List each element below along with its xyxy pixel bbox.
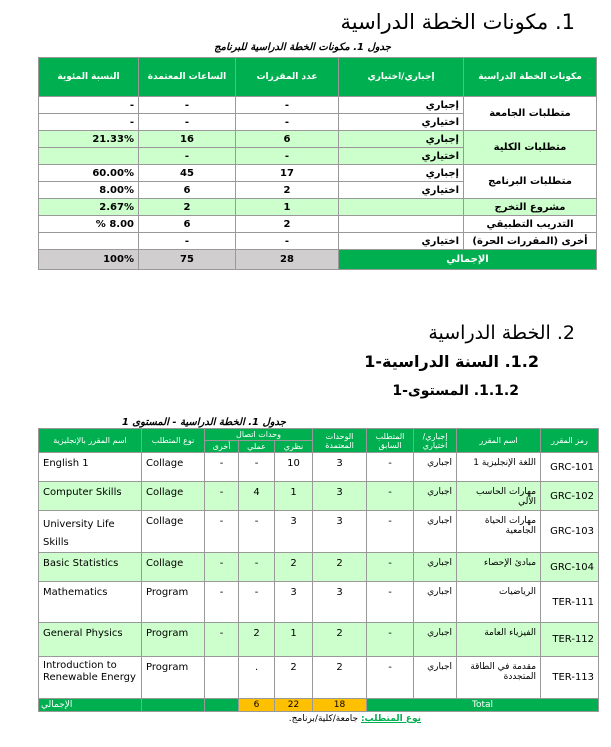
header-lab: عملي: [239, 441, 275, 453]
table2-total-row: [39, 699, 599, 712]
course-theory: 3: [275, 511, 313, 553]
course-name-en: Computer Skills: [39, 482, 142, 511]
footnote-text: جامعة/كلية/برنامج.: [288, 714, 361, 724]
type-cell: إجباري: [339, 97, 464, 114]
hours-cell: 6: [139, 216, 236, 233]
course-prereq: -: [367, 582, 414, 623]
type-cell: اختياري: [339, 148, 464, 165]
course-name-en: Mathematics: [39, 582, 142, 623]
course-code: TER-112: [541, 623, 599, 657]
course-other: [205, 657, 239, 699]
course-req: اجباري: [414, 623, 457, 657]
course-credit: 3: [313, 482, 367, 511]
course-lab: -: [239, 582, 275, 623]
course-name-ar: اللغة الإنجليزية 1: [457, 453, 541, 482]
hours-cell: -: [139, 233, 236, 250]
section-heading-3: 1.2. السنة الدراسية-1: [364, 352, 539, 371]
course-req: اجباري: [414, 582, 457, 623]
table-row: [39, 165, 597, 182]
percent-cell: -: [39, 97, 139, 114]
study-plan-table: [38, 428, 599, 712]
table-row: [39, 511, 599, 553]
total-lab: 6: [239, 699, 275, 712]
course-req: اجباري: [414, 657, 457, 699]
header-req: إجباري/ اختياري: [414, 429, 457, 453]
course-prereq: -: [367, 657, 414, 699]
course-theory: 2: [275, 553, 313, 582]
hours-cell: 6: [139, 182, 236, 199]
total-type: [142, 699, 205, 712]
course-other: -: [205, 482, 239, 511]
course-code: TER-111: [541, 582, 599, 623]
total-label: الإجمالي: [339, 250, 597, 270]
count-cell: -: [236, 148, 339, 165]
category-cell: متطلبات البرنامج: [464, 165, 597, 199]
header-type: نوع المتطلب: [142, 429, 205, 453]
course-theory: 10: [275, 453, 313, 482]
table-row: [39, 199, 597, 216]
table-row: [39, 657, 599, 699]
type-cell: إجباري: [339, 165, 464, 182]
percent-cell: 60.00%: [39, 165, 139, 182]
course-code: GRC-104: [541, 553, 599, 582]
header-hours: الساعات المعتمدة: [139, 58, 236, 97]
type-cell: اختياري: [339, 114, 464, 131]
percent-cell: 2.67%: [39, 199, 139, 216]
count-cell: -: [236, 233, 339, 250]
section-heading-4: 1.1.2. المستوى-1: [392, 383, 519, 399]
course-name-ar: مهارات الحاسب الآلي: [457, 482, 541, 511]
hours-cell: -: [139, 114, 236, 131]
course-name-en: General Physics: [39, 623, 142, 657]
hours-cell: 16: [139, 131, 236, 148]
course-other: -: [205, 511, 239, 553]
header-other: أخرى: [205, 441, 239, 453]
course-theory: 3: [275, 582, 313, 623]
course-type: Program: [142, 623, 205, 657]
total-theory: 22: [275, 699, 313, 712]
course-name-en: English 1: [39, 453, 142, 482]
table-row: [39, 623, 599, 657]
section-heading-1: 1. مكونات الخطة الدراسية: [340, 10, 575, 34]
table1-total-row: [39, 250, 597, 270]
course-type: Collage: [142, 511, 205, 553]
table-row: [39, 482, 599, 511]
course-type: Program: [142, 657, 205, 699]
total-count: 28: [236, 250, 339, 270]
table-row: [39, 582, 599, 623]
table2-header-row: [39, 429, 599, 441]
course-credit: 2: [313, 657, 367, 699]
table-row: [39, 233, 597, 250]
course-code: GRC-102: [541, 482, 599, 511]
total-hours: 75: [139, 250, 236, 270]
course-other: -: [205, 582, 239, 623]
section-heading-2: 2. الخطة الدراسية: [428, 322, 575, 344]
hours-cell: 2: [139, 199, 236, 216]
header-credit: الوحدات المعتمدة: [313, 429, 367, 453]
course-lab: 2: [239, 623, 275, 657]
course-name-ar: مقدمة في الطاقة المتجددة: [457, 657, 541, 699]
category-cell: متطلبات الكلية: [464, 131, 597, 165]
course-name-ar: الفيزياء العامة: [457, 623, 541, 657]
course-theory: 1: [275, 623, 313, 657]
type-cell: [339, 216, 464, 233]
type-cell: اختياري: [339, 182, 464, 199]
course-prereq: -: [367, 623, 414, 657]
header-percent: النسبة المئوية: [39, 58, 139, 97]
course-lab: -: [239, 511, 275, 553]
table-row: [39, 453, 599, 482]
course-lab: .: [239, 657, 275, 699]
header-component: مكونات الخطة الدراسية: [464, 58, 597, 97]
header-code: رمز المقرر: [541, 429, 599, 453]
total-label-en: Total: [367, 699, 599, 712]
table1-caption: جدول 1. مكونات الخطة الدراسية للبرنامج: [214, 42, 391, 53]
header-type: إجباري/اختياري: [339, 58, 464, 97]
course-req: اجباري: [414, 482, 457, 511]
total-other: [205, 699, 239, 712]
course-lab: -: [239, 553, 275, 582]
header-prereq: المتطلب السابق: [367, 429, 414, 453]
course-lab: -: [239, 453, 275, 482]
hours-cell: 45: [139, 165, 236, 182]
course-other: -: [205, 623, 239, 657]
category-cell: أخرى (المقررات الحرة): [464, 233, 597, 250]
course-req: اجباري: [414, 511, 457, 553]
course-theory: 2: [275, 657, 313, 699]
percent-cell: 8.00 %: [39, 216, 139, 233]
category-cell: التدريب التطبيقي: [464, 216, 597, 233]
category-cell: متطلبات الجامعة: [464, 97, 597, 131]
course-other: -: [205, 453, 239, 482]
table1-header-row: [39, 58, 597, 97]
count-cell: 2: [236, 182, 339, 199]
hours-cell: -: [139, 97, 236, 114]
total-label-ar: الإجمالي: [39, 699, 142, 712]
percent-cell: [39, 148, 139, 165]
course-type: Collage: [142, 453, 205, 482]
header-count: عدد المقررات: [236, 58, 339, 97]
course-req: اجباري: [414, 553, 457, 582]
header-name-en: اسم المقرر بالإنجليزية: [39, 429, 142, 453]
footnote: [289, 714, 421, 724]
course-other: -: [205, 553, 239, 582]
course-prereq: -: [367, 453, 414, 482]
percent-cell: 21.33%: [39, 131, 139, 148]
count-cell: 6: [236, 131, 339, 148]
course-theory: 1: [275, 482, 313, 511]
type-cell: إجباري: [339, 131, 464, 148]
category-cell: مشروع التخرج: [464, 199, 597, 216]
type-cell: اختياري: [339, 233, 464, 250]
course-name-en: Basic Statistics: [39, 553, 142, 582]
header-theory: نظري: [275, 441, 313, 453]
footnote-label: نوع المتطلب:: [360, 714, 421, 724]
course-code: GRC-103: [541, 511, 599, 553]
table-row: [39, 131, 597, 148]
course-type: Collage: [142, 482, 205, 511]
course-credit: 2: [313, 553, 367, 582]
course-req: اجباري: [414, 453, 457, 482]
course-name-ar: مهارات الحياة الجامعية: [457, 511, 541, 553]
course-name-en: Introduction to Renewable Energy: [39, 657, 142, 699]
course-type: Collage: [142, 553, 205, 582]
table-row: [39, 553, 599, 582]
percent-cell: -: [39, 114, 139, 131]
header-contact: وحدات اتصال: [205, 429, 313, 441]
table-row: [39, 97, 597, 114]
course-credit: 3: [313, 511, 367, 553]
total-credit: 18: [313, 699, 367, 712]
course-credit: 3: [313, 453, 367, 482]
course-lab: 4: [239, 482, 275, 511]
percent-cell: [39, 233, 139, 250]
course-name-ar: الرياضيات: [457, 582, 541, 623]
header-name-ar: اسم المقرر: [457, 429, 541, 453]
count-cell: -: [236, 114, 339, 131]
course-code: GRC-101: [541, 453, 599, 482]
course-prereq: -: [367, 553, 414, 582]
course-prereq: -: [367, 511, 414, 553]
course-name-ar: مبادئ الإحصاء: [457, 553, 541, 582]
count-cell: 17: [236, 165, 339, 182]
count-cell: 1: [236, 199, 339, 216]
course-code: TER-113: [541, 657, 599, 699]
course-credit: 3: [313, 582, 367, 623]
count-cell: 2: [236, 216, 339, 233]
table-row: [39, 216, 597, 233]
percent-cell: 8.00%: [39, 182, 139, 199]
course-prereq: -: [367, 482, 414, 511]
total-percent: 100%: [39, 250, 139, 270]
hours-cell: -: [139, 148, 236, 165]
course-type: Program: [142, 582, 205, 623]
table2-caption: جدول 1. الخطة الدراسية - المستوى 1: [121, 417, 286, 428]
course-name-en: University Life Skills: [39, 511, 142, 553]
type-cell: [339, 199, 464, 216]
plan-components-table: [38, 57, 597, 270]
course-credit: 2: [313, 623, 367, 657]
count-cell: -: [236, 97, 339, 114]
